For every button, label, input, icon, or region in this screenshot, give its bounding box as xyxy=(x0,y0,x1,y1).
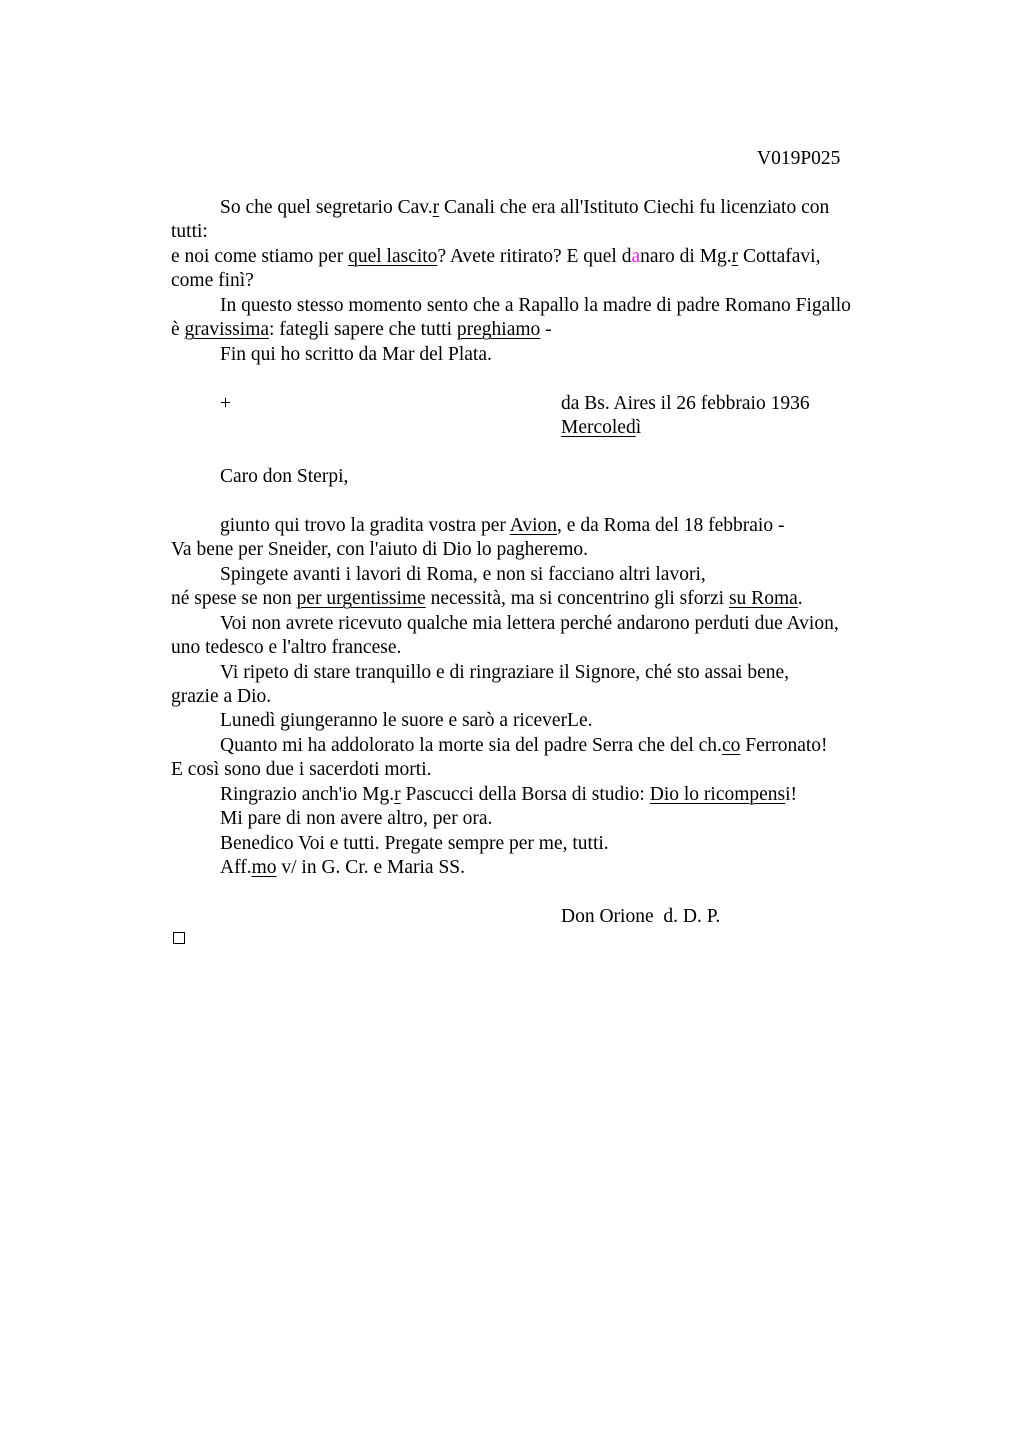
body-p5: Lunedì giungeranno le suore e sarò a riceverLe. xyxy=(220,710,593,731)
para1-line3: e noi come stiamo per quel lascito? Avete ritirato? E quel danaro di Mg.r Cottafavi, xyxy=(171,246,821,267)
body-p1-line2: Va bene per Sneider, con l'aiuto di Dio lo pagheremo. xyxy=(171,539,588,560)
para1-line1: So che quel segretario Cav.r Canali che era all'Istituto Ciechi fu licenziato con xyxy=(220,197,830,218)
para1-line2: tutti: xyxy=(171,221,208,242)
para3: Fin qui ho scritto da Mar del Plata. xyxy=(220,344,492,365)
body-p9: Benedico Voi e tutti. Pregate sempre per me, tutti. xyxy=(220,833,609,854)
para2-line1: In questo stesso momento sento che a Rapallo la madre di padre Romano Figallo xyxy=(220,295,851,316)
body-p6-line1: Quanto mi ha addolorato la morte sia del padre Serra che del ch.co Ferronato! xyxy=(220,735,828,756)
body-p8: Mi pare di non avere altro, per ora. xyxy=(220,808,493,829)
body-p2-line2: né spese se non per urgentissime necessità, ma si concentrino gli sforzi su Roma. xyxy=(171,588,803,609)
salutation: Caro don Sterpi, xyxy=(220,466,349,487)
weekday: Mercoledì xyxy=(561,417,642,438)
document-reference: V019P025 xyxy=(757,148,841,169)
body-p6-line2: E così sono due i sacerdoti morti. xyxy=(171,759,432,780)
para1-line4: come finì? xyxy=(171,270,254,291)
body-p2-line1: Spingete avanti i lavori di Roma, e non si facciano altri lavori, xyxy=(220,564,706,585)
body-p7: Ringrazio anch'io Mg.r Pascucci della Borsa di studio: Dio lo ricompensi! xyxy=(220,784,798,805)
body-p1-line1: giunto qui trovo la gradita vostra per Avion, e da Roma del 18 febbraio - xyxy=(220,515,785,536)
cross-mark: + xyxy=(220,393,231,414)
square-box-icon xyxy=(173,932,185,944)
place-date: da Bs. Aires il 26 febbraio 1936 xyxy=(561,393,810,414)
para2-line2: è gravissima: fategli sapere che tutti preghiamo - xyxy=(171,319,552,340)
body-p4-line2: grazie a Dio. xyxy=(171,686,272,707)
body-p3-line1: Voi non avrete ricevuto qualche mia lettera perché andarono perduti due Avion, xyxy=(220,613,839,634)
body-p10: Aff.mo v/ in G. Cr. e Maria SS. xyxy=(220,857,466,878)
body-p3-line2: uno tedesco e l'altro francese. xyxy=(171,637,402,658)
body-p4-line1: Vi ripeto di stare tranquillo e di ringraziare il Signore, ché sto assai bene, xyxy=(220,662,790,683)
signature: Don Orione d. D. P. xyxy=(561,906,721,927)
